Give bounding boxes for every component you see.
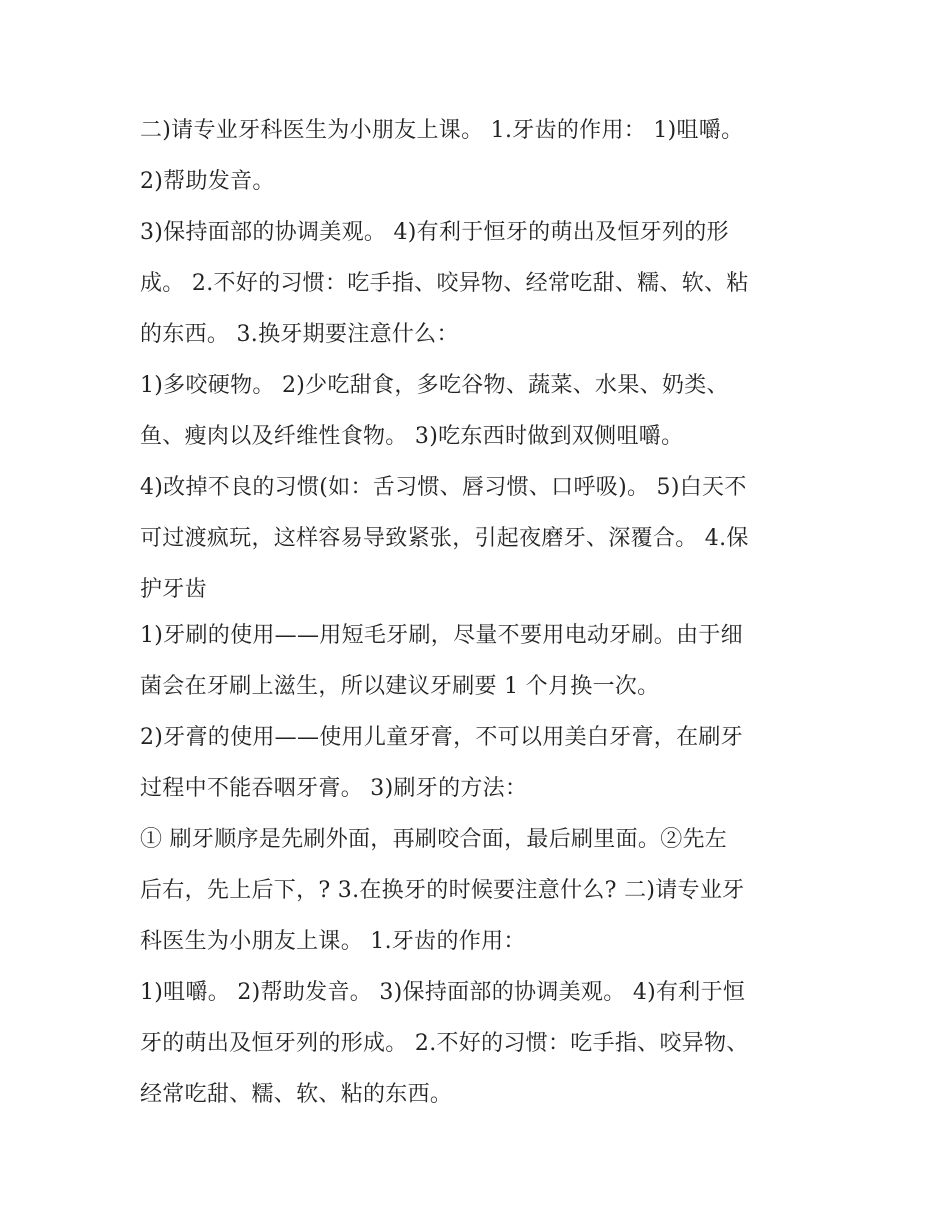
text-line: 的东西。 3.换牙期要注意什么： — [140, 322, 459, 347]
text-line: 经常吃甜、糯、软、粘的东西。 — [140, 1082, 453, 1107]
text-line: 过程中不能吞咽牙膏。 3)刷牙的方法： — [140, 776, 528, 801]
text-line: 1)咀嚼。 2)帮助发音。 3)保持面部的协调美观。 4)有利于恒 — [140, 980, 746, 1005]
text-line: 后右，先上后下，? 3.在换牙的时候要注意什么? 二)请专业牙 — [140, 878, 745, 903]
text-line: 鱼、瘦肉以及纤维性食物。 3)吃东西时做到双侧咀嚼。 — [140, 424, 684, 449]
text-line: 护牙齿 — [140, 577, 207, 602]
text-line: 成。 2.不好的习惯：吃手指、咬异物、经常吃甜、糯、软、粘 — [140, 271, 749, 296]
text-line: 4)改掉不良的习惯(如：舌习惯、唇习惯、口呼吸)。 5)白天不 — [140, 475, 747, 500]
text-line: 1)牙刷的使用——用短毛牙刷，尽量不要用电动牙刷。由于细 — [140, 623, 743, 648]
text-line: 2)帮助发音。 — [140, 169, 275, 194]
text-line: 2)牙膏的使用——使用儿童牙膏，不可以用美白牙膏，在刷牙 — [140, 725, 743, 750]
text-line: 1)多咬硬物。 2)少吃甜食，多吃谷物、蔬菜、水果、奶类、 — [140, 373, 729, 398]
text-line: 科医生为小朋友上课。 1.牙齿的作用： — [140, 929, 526, 954]
text-line: 牙的萌出及恒牙列的形成。 2.不好的习惯：吃手指、咬异物、 — [140, 1031, 749, 1056]
document-body — [140, 105, 830, 1120]
text-line: 菌会在牙刷上滋生，所以建议牙刷要 1 个月换一次。 — [140, 674, 660, 699]
text-line: ① 刷牙顺序是先刷外面，再刷咬合面，最后刷里面。②先左 — [140, 827, 728, 852]
text-line: 3)保持面部的协调美观。 4)有利于恒牙的萌出及恒牙列的形 — [140, 220, 729, 245]
text-line: 可过渡疯玩，这样容易导致紧张，引起夜磨牙、深覆合。 4.保 — [140, 526, 749, 551]
text-line: 二)请专业牙科医生为小朋友上课。 1.牙齿的作用： 1)咀嚼。 — [140, 118, 744, 143]
